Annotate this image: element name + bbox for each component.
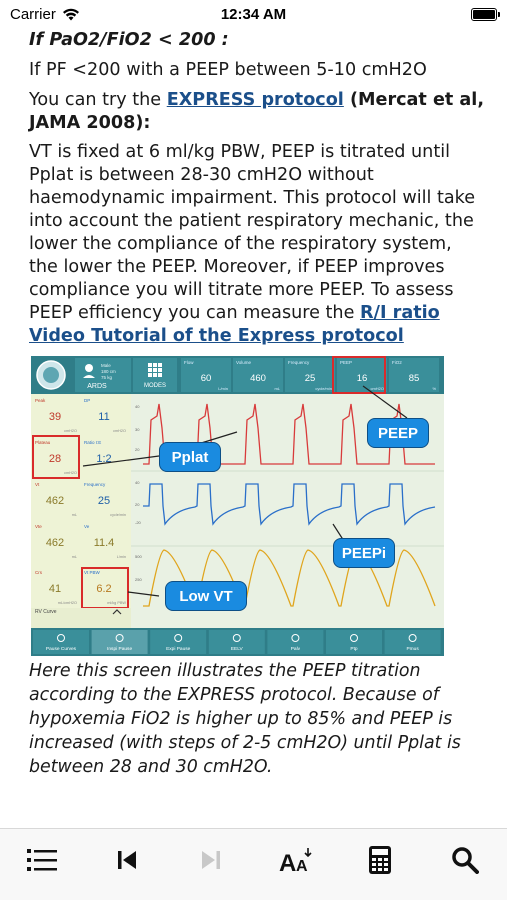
battery-icon xyxy=(471,8,497,21)
next-icon xyxy=(200,849,222,871)
modes-label: MODES xyxy=(143,383,167,389)
list-button[interactable] xyxy=(17,843,67,877)
monitor-label: Peak xyxy=(35,398,46,403)
patient-icon xyxy=(85,364,93,372)
calculator-icon xyxy=(368,845,392,875)
svg-text:A: A xyxy=(278,850,297,874)
vent-button-label: EELV xyxy=(230,647,243,652)
lowvt-callout: Low VT xyxy=(165,581,247,611)
carrier-label: Carrier xyxy=(10,5,56,23)
monitor-label: Ve xyxy=(84,524,90,529)
setting-unit: % xyxy=(432,386,436,391)
list-icon xyxy=(26,847,58,873)
monitor-value: 1:2 xyxy=(96,453,112,465)
vent-settings xyxy=(181,358,439,392)
rv-curve-label: RV Curve xyxy=(35,609,57,615)
svg-text:500: 500 xyxy=(135,554,142,559)
vent-button-label: Expi Pause xyxy=(166,647,191,652)
monitor-unit: ml/kg PBW xyxy=(107,601,126,605)
monitor-unit: cmH2O xyxy=(64,471,77,475)
ventilator-display xyxy=(31,356,444,656)
setting-label: FiO2 xyxy=(392,360,402,365)
svg-text:40: 40 xyxy=(135,480,140,485)
vent-mode-label: ARDS xyxy=(87,383,107,390)
monitor-label: Ratio I:E xyxy=(84,440,102,445)
monitor-unit: mL xyxy=(71,513,77,517)
vt-text: VT is fixed at 6 ml/kg PBW, PEEP is titrated until Pplat is between 28-30 cmH2O without haemodynamic impairment. This protocol will take into account the patient respiratory mechanic, the lower the compliance of the respiratory system, the lower the PEEP. Moreover, if PEEP improves compliance you will titrate more PEEP. To assess PEEP efficiency you can measure the xyxy=(29,142,476,323)
status-left xyxy=(10,6,160,23)
setting-unit: cycle/min xyxy=(315,386,332,391)
bottom-toolbar xyxy=(0,828,507,900)
ri-ratio-link[interactable]: R/I ratio xyxy=(360,303,440,323)
setting-unit: cmH2O xyxy=(370,386,384,391)
svg-text:180 cm: 180 cm xyxy=(101,369,116,374)
status-right xyxy=(347,8,497,21)
section-heading: If PaO2/FiO2 < 200 : xyxy=(29,30,229,50)
setting-label: PEEP xyxy=(340,360,353,365)
monitor-label: Plateau xyxy=(35,440,51,445)
vent-button-label: Pmus xyxy=(406,647,419,652)
vent-button-label: Pause Curves xyxy=(45,647,77,652)
express-reference: (Mercat et al, JAMA 2008): xyxy=(29,90,485,133)
svg-text:-20: -20 xyxy=(135,520,141,525)
calculator-button[interactable] xyxy=(355,843,405,877)
previous-icon xyxy=(116,849,138,871)
vent-button-label: Palv xyxy=(290,647,301,652)
setting-value: 60 xyxy=(200,373,212,384)
monitor-label: DP xyxy=(84,398,91,403)
image-caption: Here this screen illustrates the PEEP titration according to the EXPRESS protocol. Because of hypoxemia FiO2 is higher up to 85% and PEEP is increased (with steps of 2-5 cmH2O) until Pplat is between 28 and 30 cmH2O. xyxy=(29,661,461,777)
svg-text:20: 20 xyxy=(135,502,140,507)
text-size-icon xyxy=(279,846,313,874)
svg-text:75 kg: 75 kg xyxy=(101,375,113,380)
paragraph-pf: If PF <200 with a PEEP between 5-10 cmH2O xyxy=(29,60,427,80)
monitor-value: 39 xyxy=(48,411,62,423)
monitor-unit: L/min xyxy=(116,555,126,559)
vent-button-label: Ptp xyxy=(350,647,358,652)
setting-value: 16 xyxy=(356,373,368,384)
monitor-value: 462 xyxy=(45,495,65,507)
setting-unit: L/min xyxy=(218,386,228,391)
search-button[interactable] xyxy=(440,843,490,877)
ventilator-screenshot xyxy=(31,356,444,656)
monitor-unit: cmH2O xyxy=(64,429,77,433)
status-bar xyxy=(0,0,507,28)
peep-callout: PEEP xyxy=(367,418,429,448)
peepi-callout: PEEPi xyxy=(333,538,395,568)
modes-grid-icon xyxy=(148,363,162,377)
article xyxy=(0,28,507,828)
previous-button[interactable] xyxy=(102,843,152,877)
monitor-unit: cycle/min xyxy=(110,513,126,517)
svg-text:A: A xyxy=(295,858,308,874)
paragraph-vt xyxy=(29,141,485,325)
svg-text:40: 40 xyxy=(135,404,140,409)
monitor-unit: cmH2O xyxy=(113,429,126,433)
monitor-label: Crs xyxy=(35,570,42,575)
setting-value: 85 xyxy=(408,373,420,384)
svg-text:20: 20 xyxy=(135,447,140,452)
setting-value: 460 xyxy=(250,373,266,384)
clock: 12:34 AM xyxy=(220,5,287,23)
svg-text:30: 30 xyxy=(135,427,140,432)
vent-button-bar xyxy=(33,630,441,654)
express-protocol-link[interactable]: EXPRESS protocol xyxy=(166,90,344,110)
express-prefix: You can try the xyxy=(29,90,167,110)
pplat-callout: Pplat xyxy=(159,442,221,472)
setting-unit: mL xyxy=(274,386,280,391)
setting-value: 25 xyxy=(304,373,316,384)
vent-button-label: Inspi Pause xyxy=(107,647,133,652)
wifi-icon xyxy=(62,8,80,21)
setting-label: Volume xyxy=(236,360,252,365)
video-tutorial-link[interactable]: Video Tutorial of the Express protocol xyxy=(29,326,404,346)
monitor-unit: mL xyxy=(71,555,77,559)
monitor-value: 11.4 xyxy=(93,537,115,549)
svg-text:250: 250 xyxy=(135,577,142,582)
search-icon xyxy=(451,846,479,874)
monitor-value: 462 xyxy=(45,537,65,549)
monitor-value: 6.2 xyxy=(96,583,112,595)
next-button[interactable] xyxy=(186,843,236,877)
monitor-label: Frequency xyxy=(84,482,106,487)
svg-text:Male: Male xyxy=(101,363,111,368)
monitor-unit: mL/cmH2O xyxy=(57,601,77,605)
monitor-label: Vte xyxy=(35,524,42,529)
monitor-label: Vt xyxy=(35,482,40,487)
text-size-button[interactable] xyxy=(271,843,321,877)
monitor-value: 11 xyxy=(98,411,110,423)
setting-label: Frequency xyxy=(288,360,310,365)
monitor-label: Vt PBW xyxy=(84,570,100,575)
monitor-value: 41 xyxy=(48,583,62,595)
setting-label: Flow xyxy=(184,360,194,365)
paragraph-express xyxy=(29,89,485,135)
monitor-value: 28 xyxy=(48,453,62,465)
monitor-value: 25 xyxy=(97,495,111,507)
